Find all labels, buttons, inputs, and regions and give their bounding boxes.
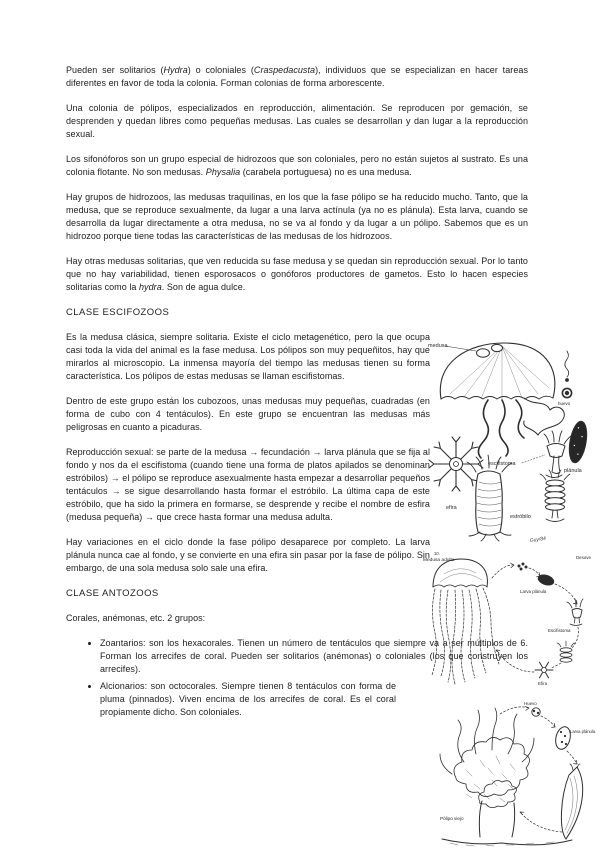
paragraph-variaciones-ciclo: Hay variaciones en el ciclo donde la fase pólipo desaparece por completo. La larva plánula nunca cae al fondo, y se convierte en una efira sin pasar por la fase de pólipo. Sin embargo, de una sola medusa solo sale una efira.	[66, 537, 430, 573]
figura-numero: 10.	[434, 551, 440, 556]
paragraph-medusa-clasica: Es la medusa clásica, siempre solitaria. Existe el ciclo metagenético, pero la que ocupa casi toda la vida del animal es la fase medusa. Los pólipos son muy pequeñitos, hay que mirarlos al microscopio. La inmensa mayoría del tiempo las medusas tienen su forma característica. Los pólipos de estas medusas se llaman escifistomas.	[66, 332, 430, 381]
efira-sketch	[429, 437, 483, 491]
huevo-sketch	[562, 388, 571, 397]
colonia-coral-sketch	[440, 708, 572, 846]
figure-ciclo-escifozoo	[420, 550, 600, 690]
polipo-viejo-label: Pólipo viejo	[440, 816, 464, 821]
estrobilo-sketch	[557, 641, 575, 662]
firma-ilustrador: Guy/84	[529, 535, 547, 544]
planula-sketch	[566, 420, 589, 464]
espermatozoide-sketch	[565, 351, 569, 381]
paragraph-medusas-solitarias: Hay otras medusas solitarias, que ven reducida su fase medusa y se quedan sin reproducción sexual. Por lo tanto que no hay variabilidad, tienen esporosacos o gonóforos productores de gametos. Esto lo hacen especies solitarias como la hydra. Son de agua dulce.	[66, 256, 528, 292]
paragraph-colonia-polipos: Una colonia de pólipos, especializados en reproducción, alimentación. Se reproducen por gemación, se desprenden y quedan libres como pequeñas medusas. Las cuales se desarrollan y dan lugar a la reproducción sexual.	[66, 103, 528, 139]
medusa-label: medusa	[428, 343, 448, 349]
escifistoma-label: escifistoma	[488, 461, 516, 467]
efira-label: efira	[446, 505, 457, 511]
paragraph-sifonoforos: Los sifonóforos son un grupo especial de hidrozoos que son coloniales, pero no están sujetos al sustrato. Es una colonia flotante. No son medusas. Physalia (carabela portuguesa) no es una medusa.	[66, 154, 528, 177]
medusa-adulta-sketch	[432, 559, 499, 684]
paragraph-corales-grupos: Corales, anémonas, etc. 2 grupos:	[66, 613, 206, 623]
paragraph-traquilinas: Hay grupos de hidrozoos, las medusas traquilinas, en los que la fase pólipo se ha reducido mucho. Tanto, que la medusa, que se reproduce sexualmente, da lugar a una larva actínula (ya no es plánula). Esta larva, cuando se desarrolla da lugar directamente a otra medusa, no se va al fondo y da lugar a un pólipo. Sabemos que es un hidrozoo porque tiene todas las características de las medusas de los hidrozoos.	[66, 192, 528, 241]
polipo-joven-sketch	[561, 764, 582, 839]
huevo-label: huevo	[558, 401, 571, 406]
planula-label: plánula	[564, 468, 582, 474]
list-item-alcionarios: • Alcionarios: son octocorales. Siempre tienen 8 tentáculos con forma de pluma (pinnados). Viven encima de los arrecifes de coral. Es el coral propiamente dicho. Son coloniales.	[100, 680, 396, 719]
escifistoma-label: Escifistoma	[548, 628, 571, 633]
larva-planula-label: Larva plánula	[520, 589, 547, 594]
estrobilo-sketch	[467, 455, 512, 541]
huevo-label: Huevo	[524, 701, 537, 706]
medusa-adulta-label: Medusa adulta	[423, 558, 455, 563]
efira-label: Efira	[538, 681, 548, 686]
medusa-sketch	[440, 343, 564, 458]
flechas-puntas	[496, 563, 577, 653]
paragraph-hidrozoos-colonias: Pueden ser solitarios (Hydra) o coloniales (Craspedacusta), individuos que se especializan en hacer tareas diferentes en favor de toda la colonia. Forman colonias de forma arborescente.	[66, 65, 528, 88]
efira-sketch	[535, 662, 553, 678]
figure-ciclo-antozoo	[436, 700, 598, 848]
list-item-zoantarios: • Zoantarios: son los hexacorales. Tienen un número de tentáculos que siempre va a ser múltiplos de 6. Forman los arrecifes de coral. Pueden ser solitarios (anémonas) o coloniales (los que construyen los arrecifes).	[100, 637, 528, 676]
figure-escifozoo-fases	[426, 336, 598, 548]
huevo-sketch	[532, 708, 540, 716]
heading-clase-antozoos: CLASE ANTOZOOS	[66, 588, 159, 599]
huevos-sketch	[518, 563, 527, 570]
paragraph-cubozoos: Dentro de este grupo están los cubozoos, unas medusas muy pequeñas, cuadradas (en forma de cubo con 4 tentáculos). En este grupo se encuentran las medusas más peligrosas en cuanto a picaduras.	[66, 396, 430, 432]
desove-label: Desove	[576, 555, 591, 560]
heading-clase-escifozoos: CLASE ESCIFOZOOS	[66, 307, 170, 318]
escifistoma-sketch	[567, 599, 583, 626]
estrobilo-label: estróbilo	[510, 514, 531, 520]
paragraph-reproduccion-sexual: Reproducción sexual: se parte de la medusa → fecundación → larva plánula que se fija al fondo y nos da el escifistoma (cuando tiene una forma de platos apilados se denominan estróbilos) → el pólipo se reproduce asexualmente hasta empezar a desarrollar pequeños tentáculos → se sigue desarrollando hasta formar el estróbilo. La última capa de este estróbilo, que ha sido la primera en formarse, se desprende y recibe el nombre de esfira (medusa pequeña) → que crece hasta formar una medusa adulta.	[66, 447, 430, 522]
larva-planula-label: Larva plánula	[570, 729, 596, 734]
